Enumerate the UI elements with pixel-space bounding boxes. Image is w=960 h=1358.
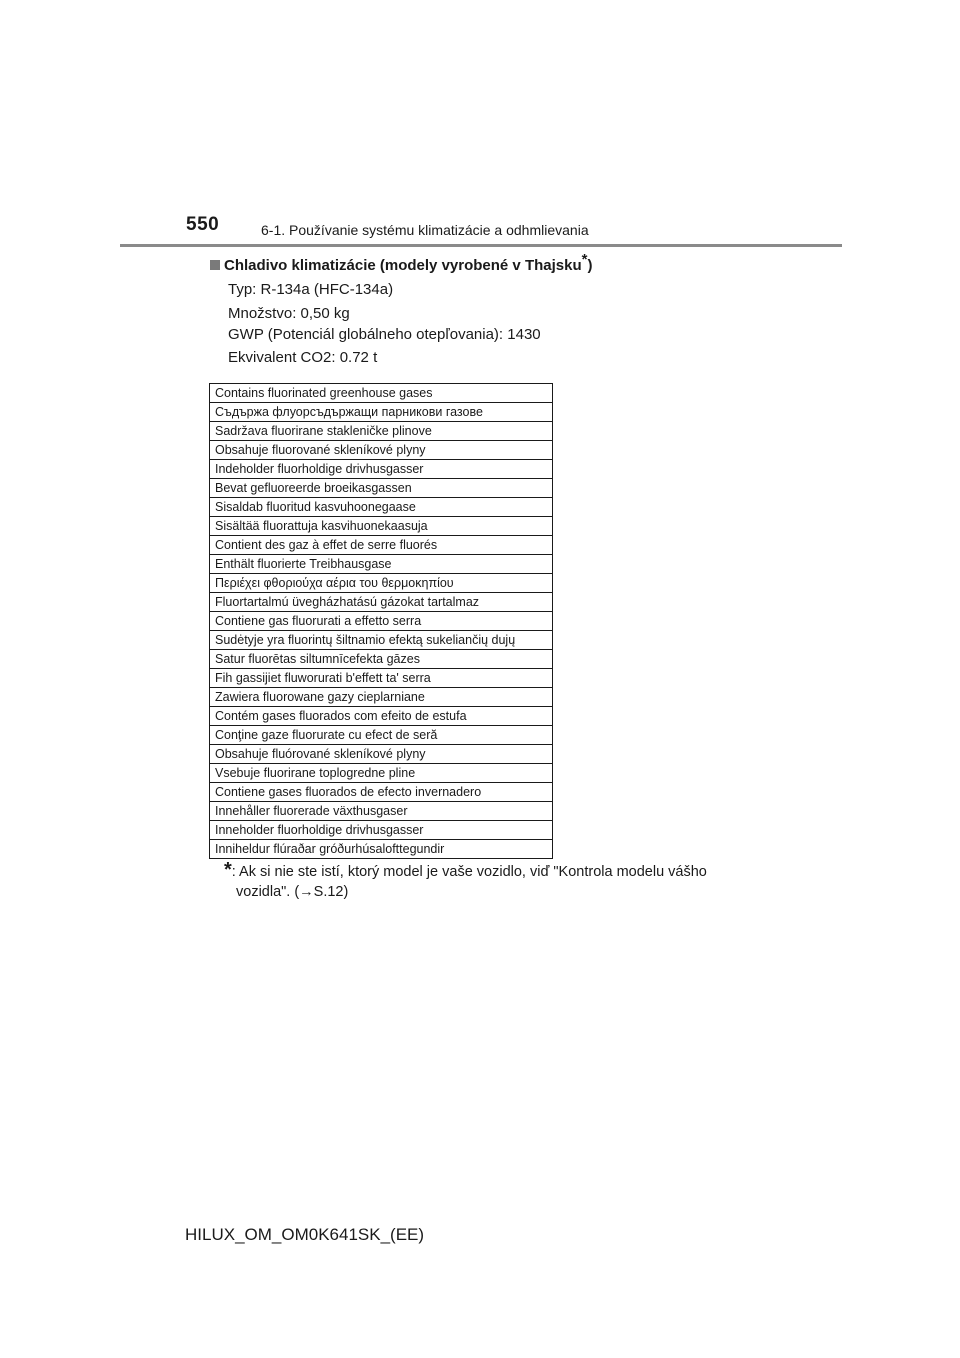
table-row: [210, 555, 553, 574]
spec-co2: Ekvivalent CO2: 0.72 t: [228, 349, 378, 366]
table-row: [210, 631, 553, 650]
table-row: [210, 574, 553, 593]
subheading-text: Chladivo klimatizácie (modely vyrobené v Thajsku: [224, 257, 582, 274]
table-row: [210, 783, 553, 802]
table-cell: Innehåller fluorerade växthusgaser: [210, 802, 553, 821]
table-cell: Zawiera fluorowane gazy cieplarniane: [210, 688, 553, 707]
subheading: [210, 251, 593, 274]
table-row: [210, 707, 553, 726]
table-cell: Съдържа флуорсъдържащи парникови газове: [210, 403, 553, 422]
spec-gwp: GWP (Potenciál globálneho otepľovania): 1430: [228, 326, 541, 343]
table-row: [210, 840, 553, 859]
table-cell: Enthält fluorierte Treibhausgase: [210, 555, 553, 574]
section-title: 6-1. Používanie systému klimatizácie a odhmlievania: [261, 222, 589, 238]
table-row: [210, 612, 553, 631]
document-code: HILUX_OM_OM0K641SK_(EE): [185, 1225, 425, 1244]
spec-type: Typ: R-134a (HFC-134a): [228, 281, 394, 298]
table-cell: Indeholder fluorholdige drivhusgasser: [210, 460, 553, 479]
table-cell: Fluortartalmú üvegházhatású gázokat tartalmaz: [210, 593, 553, 612]
table-cell: Bevat gefluoreerde broeikasgassen: [210, 479, 553, 498]
footnote: [224, 859, 744, 902]
table-row: [210, 650, 553, 669]
footnote-marker: *: [581, 251, 588, 268]
table-cell: Περιέχει φθοριούχα αέρια του θερμοκηπίου: [210, 574, 553, 593]
spec-quantity: Množstvo: 0,50 kg: [228, 305, 350, 322]
table-row: [210, 498, 553, 517]
table-row: [210, 536, 553, 555]
table-cell: Contains fluorinated greenhouse gases: [210, 384, 553, 403]
table-row: [210, 593, 553, 612]
fluorinated-gases-table: [209, 383, 553, 859]
subheading-close: ): [587, 257, 593, 274]
table-row: [210, 745, 553, 764]
footnote-star: *: [224, 859, 232, 881]
table-row: [210, 726, 553, 745]
table-cell: Inneholder fluorholdige drivhusgasser: [210, 821, 553, 840]
table-cell: Sisaldab fluoritud kasvuhoonegaase: [210, 498, 553, 517]
table-cell: Inniheldur flúraðar gróðurhúsalofttegundir: [210, 840, 553, 859]
table-row: [210, 688, 553, 707]
table-row: [210, 403, 553, 422]
table-row: [210, 669, 553, 688]
table-cell: Contiene gas fluorurati a effetto serra: [210, 612, 553, 631]
table-cell: Obsahuje fluorované skleníkové plyny: [210, 441, 553, 460]
table-cell: Sadržava fluorirane stakleničke plinove: [210, 422, 553, 441]
table-row: [210, 479, 553, 498]
table-cell: Satur fluorētas siltumnīcefekta gāzes: [210, 650, 553, 669]
table-row: [210, 441, 553, 460]
table-row: [210, 460, 553, 479]
table-row: [210, 821, 553, 840]
table-row: [210, 764, 553, 783]
table-cell: Fih gassijiet fluworurati b'effett ta' serra: [210, 669, 553, 688]
table-cell: Sudėtyje yra fluorintų šiltnamio efektą sukeliančių dujų: [210, 631, 553, 650]
table-row: [210, 517, 553, 536]
table-cell: Conţine gaze fluorurate cu efect de seră: [210, 726, 553, 745]
table-row: [210, 384, 553, 403]
header-divider: [120, 244, 842, 247]
table-cell: Contiene gases fluorados de efecto invernadero: [210, 783, 553, 802]
table-row: [210, 802, 553, 821]
table-row: [210, 422, 553, 441]
table-cell: Contient des gaz à effet de serre fluorés: [210, 536, 553, 555]
footnote-line-1: [224, 859, 744, 882]
page-number: 550: [186, 214, 220, 235]
footnote-text-1: : Ak si nie ste istí, ktorý model je vaše vozidlo, viď "Kontrola modelu vášho: [231, 864, 707, 880]
footnote-text-2: vozidla". (→S.12): [236, 884, 349, 900]
table-cell: Vsebuje fluorirane toplogredne pline: [210, 764, 553, 783]
table-cell: Obsahuje fluórované skleníkové plyny: [210, 745, 553, 764]
table-cell: Sisältää fluorattuja kasvihuonekaasuja: [210, 517, 553, 536]
square-bullet-icon: [210, 260, 220, 270]
table-cell: Contém gases fluorados com efeito de estufa: [210, 707, 553, 726]
